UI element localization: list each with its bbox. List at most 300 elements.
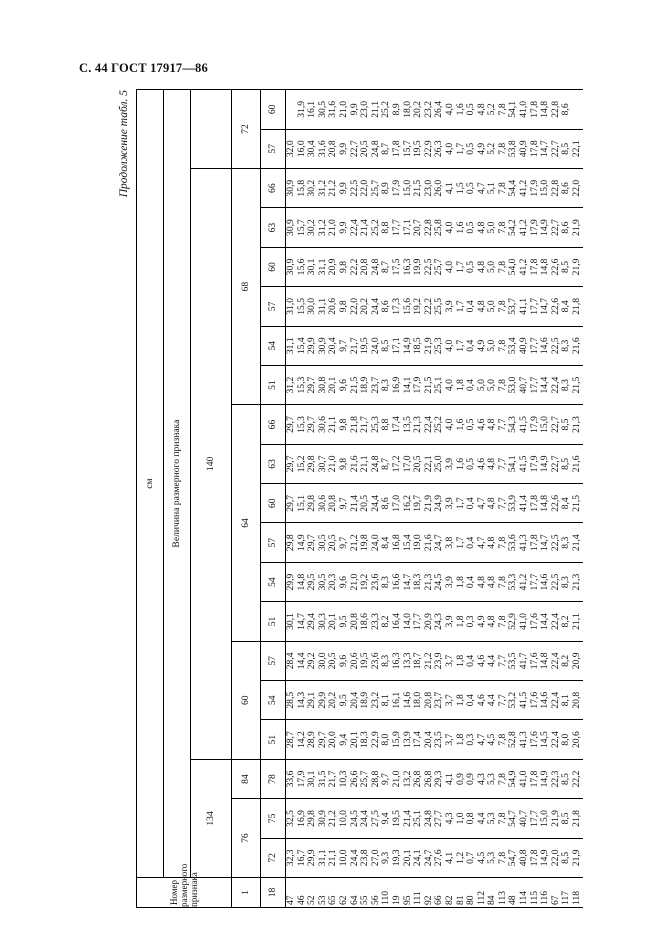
- table-cell: 7,8: [496, 773, 508, 786]
- table-cell: 22,0: [571, 179, 583, 197]
- table-cell: 7,7: [496, 654, 508, 667]
- table-cell: 18,7: [412, 652, 424, 670]
- continuation-label: Продолжение табл. 5: [118, 90, 130, 198]
- table-cell: 4,0: [443, 142, 455, 155]
- table-cell: 30,0: [316, 652, 328, 670]
- subgroup-60-header: 60: [232, 641, 261, 759]
- row-number: 65: [327, 895, 339, 905]
- table-cell: 14,7: [295, 613, 307, 630]
- table-cell: 14,4: [539, 376, 551, 394]
- column-header: 57: [261, 287, 286, 326]
- table-cell: 22,1: [571, 140, 583, 158]
- table-cell: 7,8: [496, 260, 508, 273]
- table-cell: 41,4: [518, 494, 530, 512]
- table-cell: 21,7: [327, 770, 339, 788]
- table-cell: 20,1: [348, 731, 360, 749]
- table-cell: 4,0: [443, 260, 455, 273]
- table-cell: 25,0: [433, 455, 445, 473]
- table-cell: 22,6: [549, 494, 561, 512]
- table-cell: 54,7: [507, 849, 519, 867]
- table-cell: 20,5: [412, 455, 424, 473]
- table-cell: 14,7: [539, 140, 551, 158]
- table-cell: 15,0: [539, 810, 551, 827]
- table-cell: 5,0: [486, 379, 498, 392]
- table-cell: 4,0: [443, 103, 455, 116]
- table-cell: 18,5: [412, 337, 424, 355]
- table-cell: 22,0: [348, 297, 360, 315]
- table-cell: 24,1: [412, 849, 424, 867]
- table-cell: 14,6: [539, 337, 551, 355]
- table-cell: 22,6: [549, 258, 561, 276]
- table-cell: 24,4: [359, 810, 371, 827]
- table-cell: 9,9: [337, 142, 349, 155]
- table-cell: 1,7: [454, 339, 466, 352]
- table-cell: 41,5: [518, 416, 530, 433]
- table-cell: 22,8: [549, 179, 561, 197]
- row-number: 48: [507, 895, 519, 905]
- table-cell: 30,6: [316, 416, 328, 433]
- table-cell: 0,5: [465, 418, 477, 431]
- table-cell: 9,7: [337, 536, 349, 549]
- table-cell: 21,3: [422, 573, 434, 591]
- table-cell: 5,0: [486, 300, 498, 313]
- value-column: [286, 444, 583, 483]
- table-cell: 23,0: [422, 179, 434, 197]
- table-cell: 4,1: [443, 773, 455, 786]
- table-cell: 17,4: [390, 416, 402, 433]
- table-cell: 32,0: [285, 140, 296, 158]
- table-cell: 53,6: [507, 534, 519, 552]
- table-cell: 22,5: [549, 534, 561, 552]
- table-cell: 8,2: [560, 615, 572, 628]
- table-cell: 17,6: [528, 613, 540, 630]
- table-cell: 25,7: [433, 258, 445, 276]
- table-cell: 4,6: [475, 457, 487, 470]
- column-header: 60: [261, 484, 286, 523]
- table-cell: 17,7: [528, 573, 540, 591]
- table-cell: 1,5: [454, 182, 466, 195]
- group-label-1: 1: [232, 878, 261, 908]
- table-cell: 4,4: [486, 654, 498, 667]
- table-cell: 17,7: [412, 613, 424, 630]
- table-cell: 14,8: [539, 100, 551, 118]
- table-cell: 20,7: [412, 219, 424, 236]
- table-cell: 0,5: [465, 221, 477, 234]
- row-number: 112: [475, 890, 487, 905]
- table-cell: 3,9: [443, 457, 455, 470]
- table-cell: 29,8: [285, 534, 296, 552]
- table-cell: 29,7: [306, 416, 318, 433]
- table-cell: 21,6: [571, 337, 583, 355]
- table-cell: 8,3: [380, 379, 392, 392]
- table-cell: 22,4: [549, 613, 561, 630]
- column-header: 51: [261, 720, 286, 759]
- row-number: 111: [412, 891, 424, 905]
- table-cell: 33,6: [285, 770, 296, 788]
- table-cell: 22,1: [422, 455, 434, 473]
- row-number: 95: [401, 895, 413, 905]
- table-cell: 29,8: [306, 455, 318, 473]
- table-cell: 5,0: [486, 260, 498, 273]
- table-cell: 9,4: [337, 733, 349, 746]
- table-cell: 14,6: [539, 691, 551, 709]
- table-cell: 17,7: [390, 219, 402, 236]
- table-cell: 4,3: [475, 773, 487, 786]
- table-cell: 19,2: [412, 297, 424, 315]
- column-header: 57: [261, 523, 286, 562]
- table-cell: 54,1: [507, 455, 519, 473]
- table-cell: 8,2: [560, 654, 572, 667]
- table-cell: 53,9: [507, 494, 519, 512]
- table-cell: 29,8: [306, 810, 318, 827]
- table-cell: 20,4: [422, 731, 434, 749]
- table-cell: 41,0: [518, 100, 530, 118]
- table-cell: 29,2: [306, 652, 318, 670]
- table-cell: 20,8: [359, 258, 371, 276]
- table-cell: 41,7: [518, 652, 530, 670]
- row-number: 47: [285, 895, 296, 905]
- table-cell: 53,5: [507, 652, 519, 670]
- table-cell: 0,5: [465, 260, 477, 273]
- table-cell: 8,5: [560, 418, 572, 431]
- table-cell: 15,3: [295, 416, 307, 433]
- table-cell: 31,6: [327, 100, 339, 118]
- table-cell: 4,9: [475, 615, 487, 628]
- table-cell: 30,3: [316, 613, 328, 630]
- table-cell: 1,2: [454, 851, 466, 864]
- table-cell: 21,2: [348, 534, 360, 552]
- row-number: 115: [528, 890, 540, 905]
- table-cell: 0,5: [465, 142, 477, 155]
- table-cell: 23,7: [433, 691, 445, 709]
- table-cell: 21,5: [571, 376, 583, 394]
- table-cell: 17,7: [528, 297, 540, 315]
- table-cell: 25,8: [433, 219, 445, 236]
- table-cell: 24,0: [369, 534, 381, 552]
- table-cell: 21,2: [327, 179, 339, 197]
- table-cell: 21,0: [337, 100, 349, 118]
- table-cell: 4,4: [486, 694, 498, 707]
- table-cell: 13,3: [401, 652, 413, 670]
- table-cell: 21,4: [348, 494, 360, 512]
- table-cell: 7,8: [496, 576, 508, 589]
- value-column: [286, 208, 583, 247]
- table-cell: 31,1: [316, 849, 328, 867]
- table-cell: 9,9: [337, 182, 349, 195]
- table-cell: 8,7: [380, 142, 392, 155]
- table-cell: 31,1: [285, 337, 296, 355]
- table-cell: 4,8: [486, 497, 498, 510]
- table-cell: 23,7: [369, 376, 381, 394]
- table-cell: 28,8: [369, 770, 381, 788]
- column-header: 66: [261, 168, 286, 207]
- table-cell: 15,3: [295, 376, 307, 394]
- table-cell: 9,8: [337, 260, 349, 273]
- table-cell: 8,5: [560, 142, 572, 155]
- table-cell: 21,5: [348, 376, 360, 394]
- table-cell: 7,7: [496, 418, 508, 431]
- table-cell: 27,6: [433, 849, 445, 867]
- table-cell: 29,7: [306, 376, 318, 394]
- table-cell: 30,9: [316, 810, 328, 827]
- table-cell: 21,2: [422, 652, 434, 670]
- table-cell: 22,4: [348, 219, 360, 236]
- table-cell: 0,9: [454, 773, 466, 786]
- row-number: 92: [422, 895, 434, 905]
- table-cell: 3,9: [443, 576, 455, 589]
- table-cell: 24,8: [369, 258, 381, 276]
- table-cell: 15,7: [295, 219, 307, 236]
- table-cell: 8,9: [390, 103, 402, 116]
- table-cell: 4,1: [443, 851, 455, 864]
- table-cell: 0,4: [465, 536, 477, 549]
- value-column: [286, 484, 583, 523]
- table-cell: 14,9: [295, 534, 307, 552]
- row-number: 114: [518, 890, 530, 905]
- table-cell: 30,5: [316, 534, 328, 552]
- table-cell: 7,8: [496, 536, 508, 549]
- table-cell: 1,7: [454, 497, 466, 510]
- table-cell: 9,6: [337, 654, 349, 667]
- table-cell: 7,8: [496, 812, 508, 825]
- table-cell: 16,2: [401, 494, 413, 512]
- rotated-table-block: [118, 90, 640, 908]
- table-cell: 8,5: [380, 339, 392, 352]
- table-cell: 15,2: [295, 455, 307, 473]
- table-cell: 8,5: [560, 773, 572, 786]
- table-cell: 24,9: [433, 494, 445, 512]
- table-cell: 9,4: [380, 812, 392, 825]
- table-cell: 3,9: [443, 497, 455, 510]
- table-cell: 0,4: [465, 300, 477, 313]
- table-cell: 19,5: [412, 140, 424, 158]
- value-column: [286, 287, 583, 326]
- table-cell: 9,8: [337, 418, 349, 431]
- table-cell: 0,5: [465, 103, 477, 116]
- table-cell: 31,0: [285, 297, 296, 315]
- column-header: 54: [261, 326, 286, 365]
- table-cell: 22,4: [549, 376, 561, 394]
- table-cell: 20,1: [327, 376, 339, 394]
- table-cell: 29,7: [285, 416, 296, 433]
- table-cell: 24,7: [422, 849, 434, 867]
- row-number: 110: [380, 890, 392, 905]
- column-header: 78: [261, 759, 286, 798]
- table-cell: 4,8: [475, 260, 487, 273]
- table-cell: 21,0: [327, 219, 339, 236]
- row-number: 64: [348, 895, 360, 905]
- table-cell: 17,0: [390, 494, 402, 512]
- table-cell: 28,9: [306, 731, 318, 749]
- table-cell: 40,7: [518, 376, 530, 394]
- table-cell: 20,6: [348, 652, 360, 670]
- table-cell: 23,8: [359, 849, 371, 867]
- table-cell: 14,8: [539, 258, 551, 276]
- table-cell: 20,8: [327, 140, 339, 158]
- table-cell: 21,1: [327, 849, 339, 867]
- table-cell: 9,8: [337, 300, 349, 313]
- table-cell: 23,9: [433, 652, 445, 670]
- table-cell: 3,8: [443, 536, 455, 549]
- table-cell: 41,0: [518, 770, 530, 788]
- table-cell: 20,3: [327, 573, 339, 591]
- table-cell: 21,5: [571, 494, 583, 512]
- table-cell: 4,8: [475, 300, 487, 313]
- value-column: [286, 90, 583, 129]
- value-column: [286, 523, 583, 562]
- value-column: [286, 838, 583, 877]
- table-cell: 30,2: [306, 219, 318, 236]
- table-cell: 20,5: [359, 494, 371, 512]
- table-cell: 17,9: [528, 416, 540, 433]
- table-cell: 54,1: [507, 100, 519, 118]
- table-cell: 23,5: [433, 731, 445, 749]
- table-cell: 25,1: [412, 810, 424, 827]
- table-cell: 40,7: [518, 810, 530, 827]
- table-cell: 15,4: [401, 534, 413, 552]
- value-column: [286, 405, 583, 444]
- table-cell: 25,1: [433, 376, 445, 394]
- table-cell: 30,9: [285, 179, 296, 197]
- table-cell: 1,8: [454, 379, 466, 392]
- table-cell: 7,8: [496, 733, 508, 746]
- value-column: [286, 799, 583, 838]
- table-cell: 5,0: [486, 339, 498, 352]
- table-cell: 16,9: [390, 376, 402, 394]
- table-cell: 32,5: [285, 810, 296, 827]
- table-cell: 16,3: [401, 258, 413, 276]
- table-cell: 25,2: [433, 416, 445, 433]
- row-number: 116: [539, 890, 551, 905]
- table-cell: 25,3: [369, 416, 381, 433]
- table-cell: 20,8: [422, 691, 434, 709]
- table-cell: 52,9: [507, 613, 519, 630]
- table-cell: 21,3: [412, 416, 424, 433]
- table-cell: 9,7: [337, 497, 349, 510]
- table-cell: 21,4: [401, 810, 413, 827]
- table-cell: 26,8: [412, 770, 424, 788]
- table-cell: 17,7: [528, 810, 540, 827]
- column-header: 51: [261, 365, 286, 404]
- table-cell: 1,7: [454, 536, 466, 549]
- table-cell: 30,2: [306, 179, 318, 197]
- table-cell: 18,9: [359, 376, 371, 394]
- table-cell: 20,6: [327, 297, 339, 315]
- table-cell: 41,5: [518, 455, 530, 473]
- table-cell: 21,4: [359, 219, 371, 236]
- table-cell: 21,5: [422, 376, 434, 394]
- table-cell: 21,1: [369, 100, 381, 118]
- table-cell: 30,9: [285, 219, 296, 236]
- table-cell: 20,8: [571, 691, 583, 709]
- table-cell: 28,5: [285, 691, 296, 709]
- table-cell: 17,7: [528, 376, 540, 394]
- table-cell: 30,7: [316, 455, 328, 473]
- table-cell: 25,3: [433, 337, 445, 355]
- table-cell: 20,5: [359, 140, 371, 158]
- table-cell: 4,0: [443, 418, 455, 431]
- table-cell: 0,7: [465, 851, 477, 864]
- column-header: 75: [261, 799, 286, 838]
- table-cell: 31,2: [285, 376, 296, 394]
- table-cell: 8,0: [560, 733, 572, 746]
- table-cell: 30,4: [306, 140, 318, 158]
- table-cell: 22,2: [571, 770, 583, 788]
- table-cell: 17,9: [295, 770, 307, 788]
- value-column: [286, 602, 583, 641]
- table-cell: 24,8: [369, 455, 381, 473]
- table-cell: 30,1: [306, 258, 318, 276]
- table-cell: 22,7: [549, 455, 561, 473]
- table-cell: 4,4: [475, 812, 487, 825]
- table-cell: 14,8: [539, 494, 551, 512]
- table-cell: 24,0: [369, 337, 381, 355]
- table-cell: 4,8: [486, 576, 498, 589]
- table-cell: 22,4: [422, 416, 434, 433]
- table-cell: 0,3: [465, 615, 477, 628]
- value-column: [286, 168, 583, 207]
- table-cell: 54,3: [507, 416, 519, 433]
- subgroup-76-header: 76: [232, 799, 261, 878]
- table-cell: 4,8: [486, 418, 498, 431]
- table-cell: 25,2: [369, 219, 381, 236]
- table-cell: 8,5: [560, 260, 572, 273]
- table-cell: 14,9: [539, 770, 551, 788]
- table-cell: 21,3: [571, 416, 583, 433]
- table-cell: 5,2: [486, 103, 498, 116]
- table-cell: 9,9: [348, 103, 360, 116]
- table-cell: 16,1: [306, 100, 318, 118]
- table-cell: 53,2: [507, 691, 519, 709]
- table-cell: 1,7: [454, 260, 466, 273]
- table-cell: 9,6: [337, 379, 349, 392]
- table-cell: 14,7: [539, 534, 551, 552]
- table-cell: 17,8: [528, 534, 540, 552]
- table-cell: 21,4: [571, 534, 583, 552]
- table-cell: 21,6: [571, 455, 583, 473]
- table-cell: 27,5: [369, 810, 381, 827]
- subgroup-68-header: 68: [232, 168, 261, 404]
- table-cell: 8,6: [560, 103, 572, 116]
- table-cell: 0,4: [465, 339, 477, 352]
- table-cell: 8,3: [560, 379, 572, 392]
- table-cell: 14,9: [539, 455, 551, 473]
- table-cell: 8,0: [380, 733, 392, 746]
- table-cell: 8,7: [380, 260, 392, 273]
- value-column: [286, 681, 583, 720]
- table-cell: 19,9: [412, 258, 424, 276]
- column-header: 72: [261, 838, 286, 877]
- table-cell: 22,5: [422, 258, 434, 276]
- table-cell: 9,5: [337, 694, 349, 707]
- table-cell: 20,2: [327, 691, 339, 709]
- table-cell: 4,8: [475, 221, 487, 234]
- table-cell: 7,8: [496, 379, 508, 392]
- table-cell: 29,4: [306, 613, 318, 630]
- table-cell: 17,0: [401, 455, 413, 473]
- table-cell: 4,0: [443, 379, 455, 392]
- table-cell: 31,1: [316, 297, 328, 315]
- table-cell: 20,6: [571, 731, 583, 749]
- table-cell: 30,1: [285, 613, 296, 630]
- value-column: [286, 641, 583, 680]
- table-cell: 53,3: [507, 573, 519, 591]
- value-header: Величина размерного признака: [164, 90, 191, 878]
- table-cell: 14,9: [539, 849, 551, 867]
- table-cell: 10,0: [337, 849, 349, 867]
- table-cell: 26,0: [433, 179, 445, 197]
- row-number: 67: [549, 895, 561, 905]
